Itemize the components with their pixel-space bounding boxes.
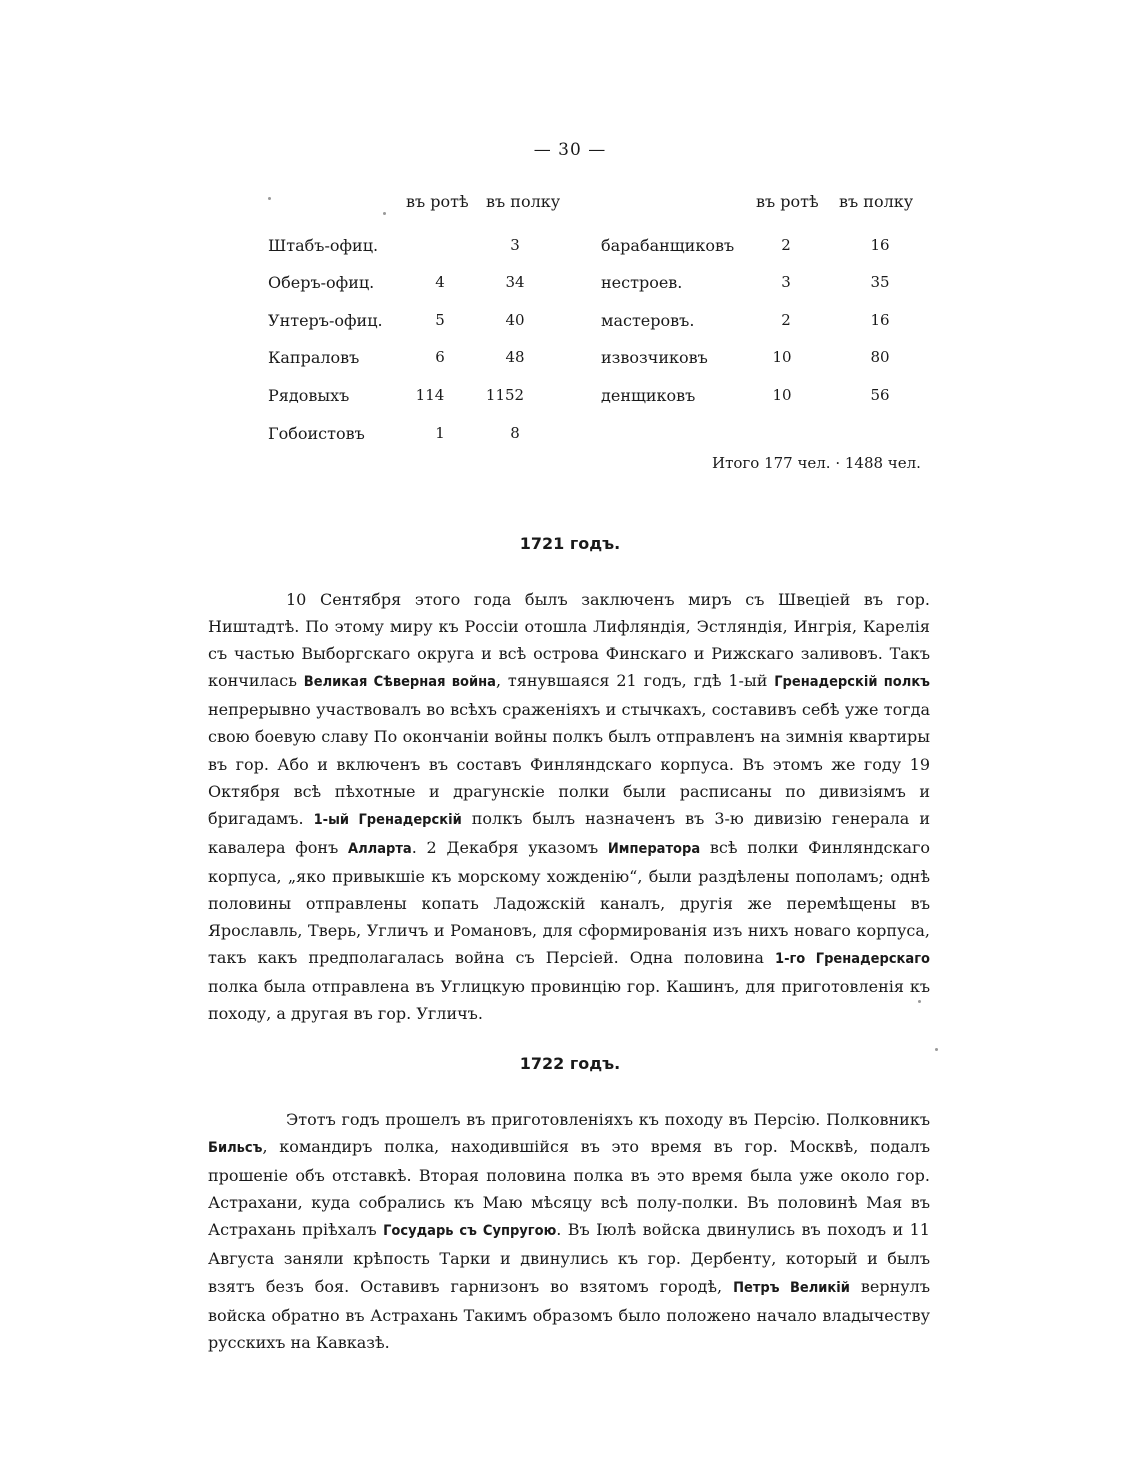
row-rota: 4 (435, 273, 445, 291)
row-label: мастеровъ. (601, 311, 695, 330)
row-polk: 48 (505, 348, 525, 366)
scan-speck (935, 1048, 938, 1051)
row-label: Капраловъ (268, 348, 360, 367)
row-rota: 10 (772, 348, 792, 366)
section-paragraph-1721 (208, 586, 930, 1028)
row-polk: 8 (510, 424, 520, 442)
section-paragraph-1722 (208, 1106, 930, 1356)
row-polk: 56 (870, 386, 890, 404)
paragraph-text: , командиръ полка, находившійся въ это время въ гор. Москвѣ, подалъ прошеніе объ отставкѣ. Вторая половина полка въ это время была уже около гор. Астрахани, куда собрались къ Маю мѣсяцу всѣ полу-полки. Въ половинѣ Мая въ Астрахань пріѣхалъ (208, 1137, 930, 1240)
paragraph-text: 10 Сентября этого года былъ заключенъ миръ съ Швеціей въ гор. Ништадтѣ. По этому миру къ Россіи отошла Лифляндія, Эстляндія, Ингрія, Карелія съ частью Выборгскаго округа и всѣ острова Финскаго и Рижскаго заливовъ. Такъ кончилась (208, 590, 930, 691)
paragraph-text: Этотъ годъ прошелъ въ приготовленіяхъ къ походу въ Персію. Полковникъ (286, 1110, 930, 1129)
row-rota: 6 (435, 348, 445, 366)
bold-term: Великая Сѣверная война (303, 674, 496, 691)
row-polk: 1152 (485, 386, 525, 404)
row-polk: 35 (870, 273, 890, 291)
header-rota-right: въ ротѣ (756, 192, 819, 211)
row-label: Гобоистовъ (268, 424, 365, 443)
row-polk: 80 (870, 348, 890, 366)
paragraph-text: . 2 Декабря указомъ (411, 837, 608, 857)
bold-term: Императора (607, 840, 701, 857)
row-label: Оберъ-офиц. (268, 273, 375, 292)
bold-term: Алларта (348, 840, 412, 857)
row-label: нестроев. (601, 273, 683, 292)
paragraph-text: , тянувшаяся 21 годъ, гдѣ 1-ый (495, 671, 775, 691)
paragraph-text: полкъ былъ назначенъ въ 3-ю дивизію генерала и кавалера фонъ (208, 808, 931, 857)
row-rota: 2 (781, 236, 791, 254)
scan-speck (383, 212, 386, 215)
paragraph-text: всѣ полки Финляндскаго корпуса, „яко привыкшіе къ морскому хожденію“, были раздѣлены пополамъ; однѣ половины отправлены копать Ладожскій каналъ, другія же перемѣщены въ Ярославль, Тверь, Угличъ и Романовъ, для сформированія изъ нихъ новаго корпуса, такъ какъ предполагалась война съ Персіей. Одна половина (208, 837, 931, 968)
row-rota: 2 (781, 311, 791, 329)
paragraph-text: непрерывно участвовалъ во всѣхъ сраженіяхъ и стычкахъ, составивъ себѣ уже тогда свою боевую славу По окончаніи войны полкъ былъ отправленъ на зимнія квартиры въ гор. Або и включенъ въ составъ Финляндскаго корпуса. Въ этомъ же году 19 Октября всѣ пѣхотные и драгунскіе полки были расписаны по дивизіямъ и бригадамъ. (208, 700, 930, 828)
paragraph-text: полка была отправлена въ Углицкую провинцію гор. Кашинъ, для приготовленія къ походу, а другая въ гор. Угличъ. (208, 977, 930, 1024)
scan-speck (268, 197, 271, 200)
bold-term: Бильсъ (208, 1140, 263, 1157)
header-rota-left: въ ротѣ (406, 192, 469, 211)
header-polk-right: въ полку (839, 192, 914, 211)
section-heading-1721: 1721 годъ. (519, 534, 621, 553)
bold-term: Гренадерскій полкъ (774, 674, 930, 691)
row-polk: 40 (505, 311, 525, 329)
bold-term: Государь съ Супругою (383, 1223, 557, 1240)
row-label: Штабъ-офиц. (268, 236, 379, 255)
row-rota: 1 (435, 424, 445, 442)
row-polk: 3 (510, 236, 520, 254)
row-polk: 16 (870, 236, 890, 254)
paragraph-text: . Въ Іюлѣ войска двинулись въ походъ и 11 Августа заняли крѣпость Тарки и двинулись къ гор. Дербенту, который и былъ взятъ безъ боя. Оставивъ гарнизонъ во взятомъ городѣ, (208, 1220, 930, 1296)
row-label: денщиковъ (601, 386, 696, 405)
section-heading-1722: 1722 годъ. (519, 1054, 621, 1073)
page-number: — 30 — (533, 140, 607, 160)
row-label: Унтеръ-офиц. (268, 311, 383, 330)
scan-speck (918, 1000, 921, 1003)
row-polk: 16 (870, 311, 890, 329)
paragraph-text: вернулъ войска обратно въ Астрахань Такимъ образомъ было положено начало владычеству русскихъ на Кавказѣ. (208, 1276, 931, 1352)
header-polk-left: въ полку (486, 192, 561, 211)
row-label: извозчиковъ (601, 348, 708, 367)
row-rota: 10 (772, 386, 792, 404)
row-label: Рядовыхъ (268, 386, 350, 405)
row-rota: 5 (435, 311, 445, 329)
row-rota: 114 (415, 386, 445, 404)
table-total: Итого 177 чел. · 1488 чел. (712, 454, 921, 472)
bold-term: Петръ Великій (733, 1279, 850, 1296)
bold-term: 1-ый Гренадерскій (313, 811, 462, 828)
bold-term: 1-го Гренадерскаго (775, 951, 930, 968)
row-rota: 3 (781, 273, 791, 291)
row-polk: 34 (505, 273, 525, 291)
row-label: барабанщиковъ (601, 236, 735, 255)
